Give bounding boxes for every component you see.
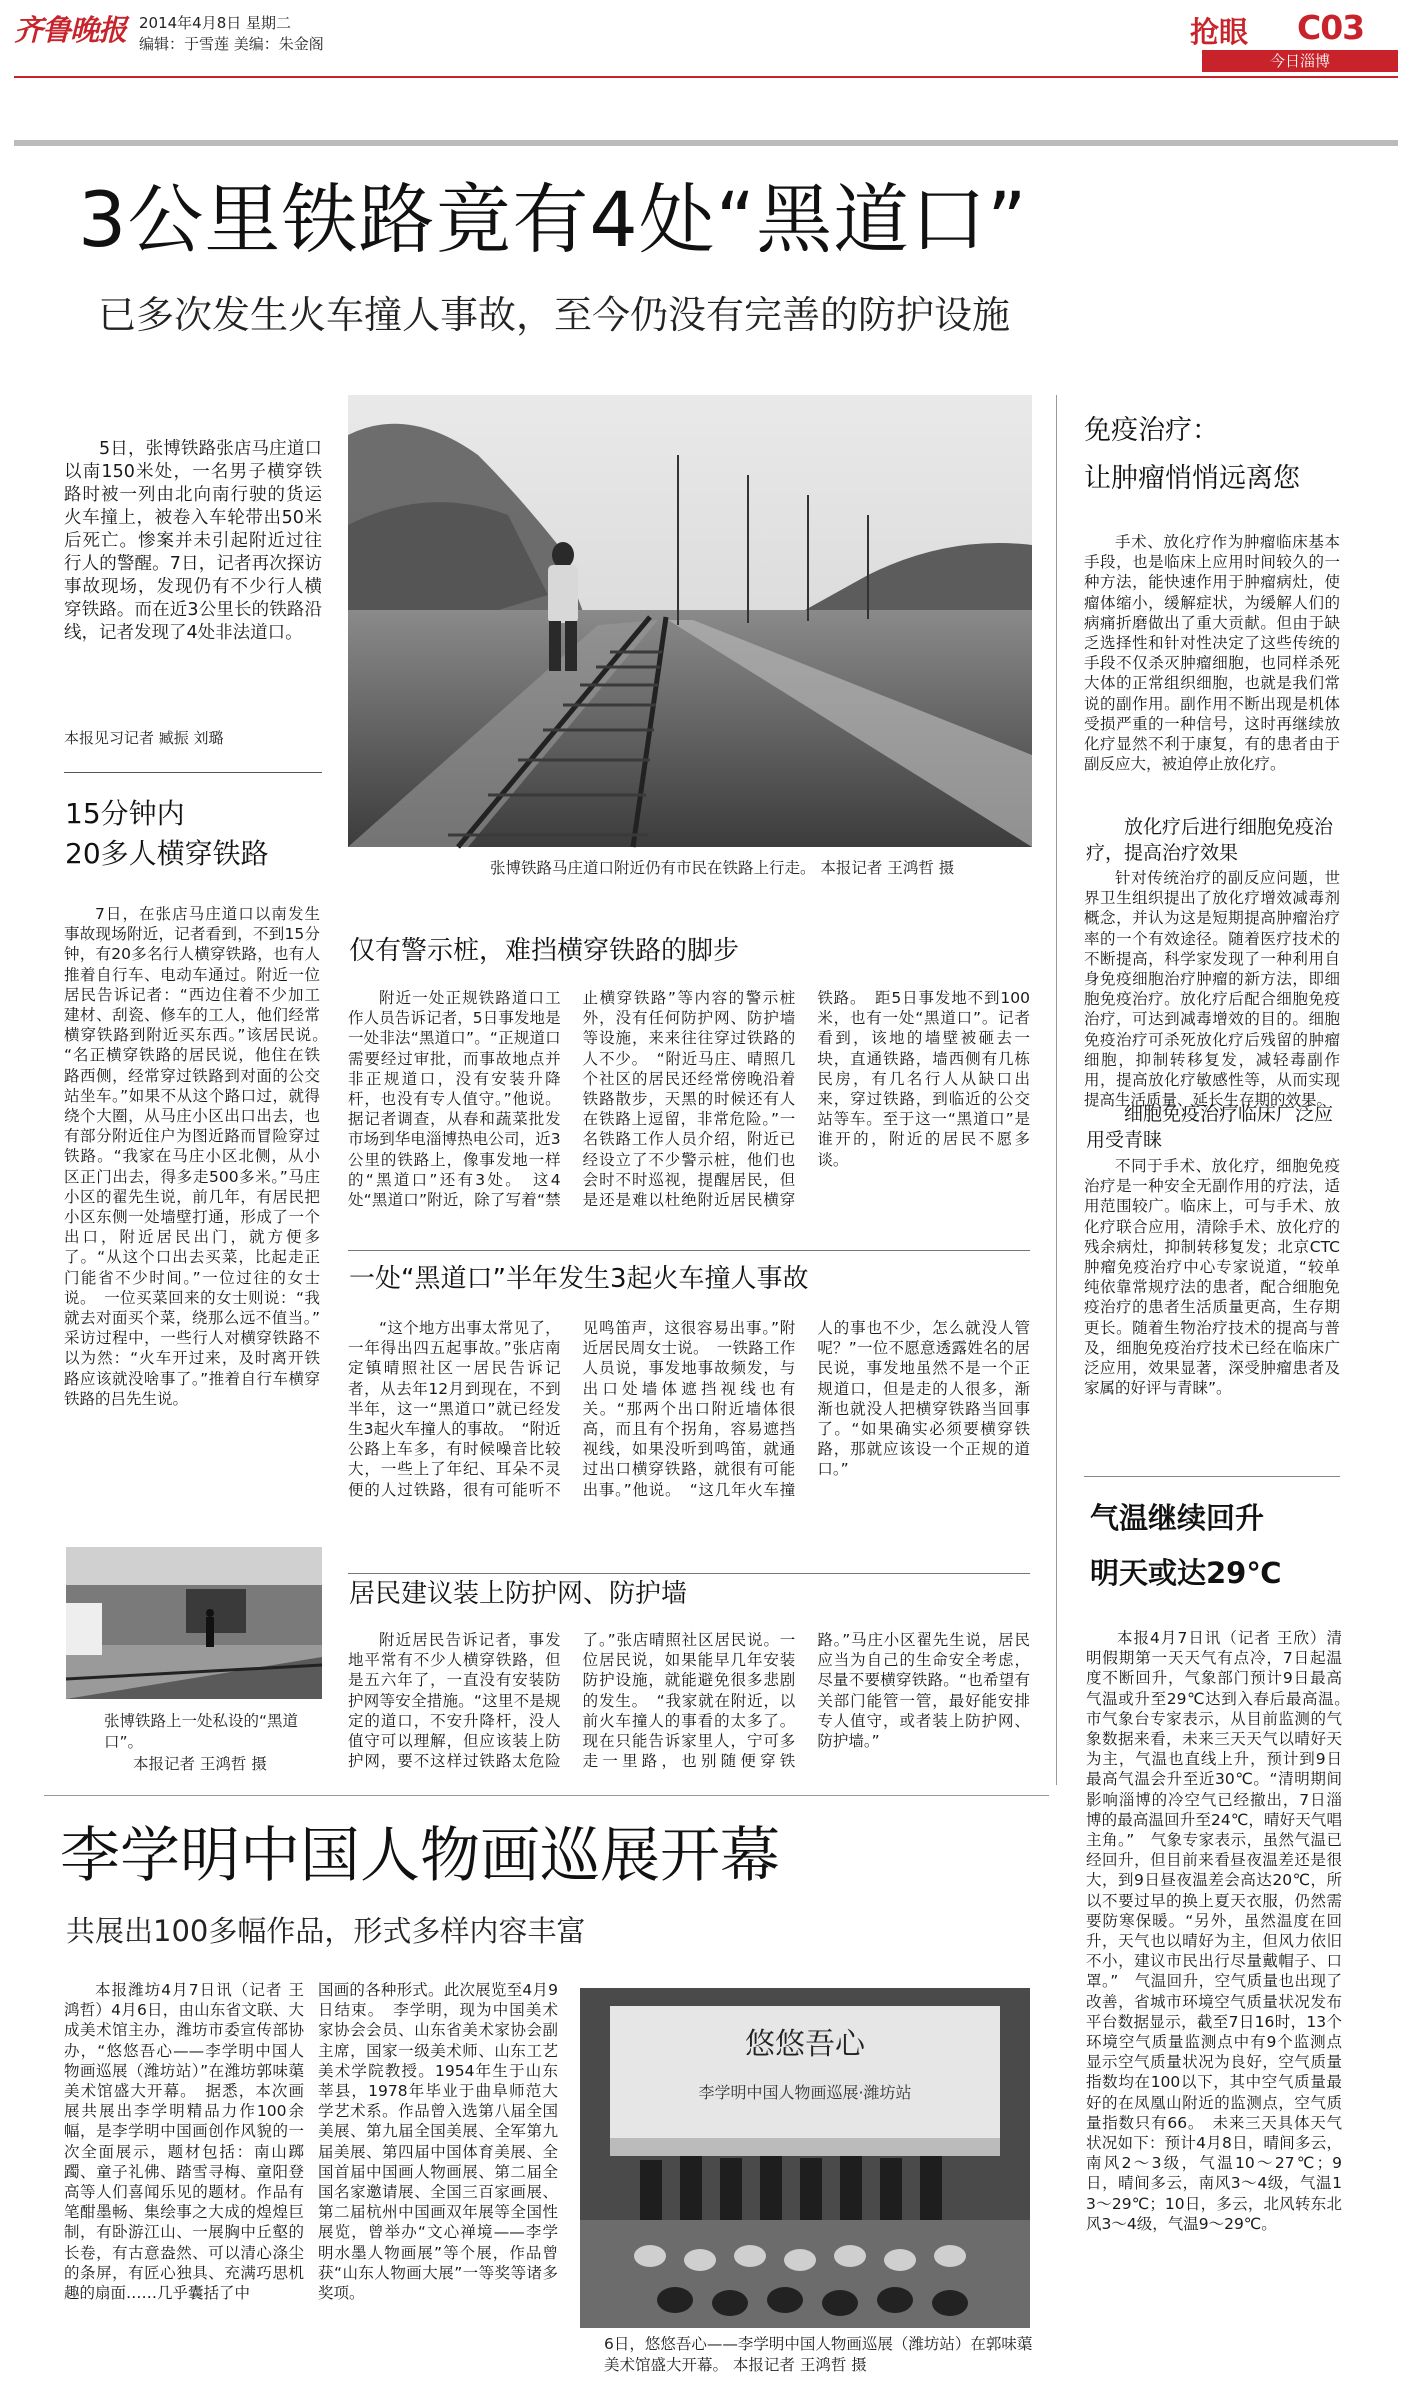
weather-title: 气温继续回升 (1090, 1501, 1265, 1535)
s4-title: 居民建议装上防护网、防护墙 (349, 1579, 688, 1609)
black-crossing-photo (66, 1547, 322, 1699)
weather-text: 本报4月7日讯（记者 王欣）清明假期第一天天气有点冷，7日起温度不断回升，气象部门预计9日最高气温或升至29℃达到入春后最高温。 市气象台专家表示，从目前监测的气象数据来看，未来三天天气以晴好天为主，气温也直线上升，预计到9日最高气温会升至近30℃。“清明期间影响淄博的冷空气已经撤出，7日淄博的最高温回升至24℃，晴好天气唱主角。” 气象专家表示，虽然气温已经回升，但目前来看昼夜温差还是很大，到9日昼夜温差会高达20℃，所以不要过早的换上夏天衣服，仍然需要防寒保暖。“另外，虽然温度在回升，天气也以晴好为主，但风力依旧不小，建议市民出行尽量戴帽子、口罩。” 气温回升，空气质量也出现了改善，省城市环境空气质量状况发布平台数据显示，截至7日16时，13个环境空气质量监测点中有9个监测点显示空气质量状况为良好，空气质量指数均在100以下，其中空气质量最好的在凤凰山附近的监测点，空气质量指数只有66。 未来三天具体天气状况如下：预计4月8日，晴间多云，南风2～3级，气温10～27℃；9日，晴间多云，南风3～4级，气温13～29℃；10日，多云，北风转东北风3～4级，气温9～29℃。 (1086, 1629, 1358, 2233)
lead-intro: 5日，张博铁路张店马庄道口以南150米处，一名男子横穿铁路时被一列由北向南行驶的货运火车撞上，被卷入车轮带出50米后死亡。惨案并未引起附近过往行人的警醒。7日，记者再次探访事故现场，发现仍有不少行人横穿铁路。而在近3公里长的铁路沿线，记者发现了4处非法道口。 (64, 439, 322, 643)
s3-rule (348, 1573, 1030, 1574)
lead-title: 3公里铁路竟有4处“黑道口” (78, 175, 1028, 264)
header-rule (14, 76, 1398, 78)
lead-subtitle: 已多次发生火车撞人事故，至今仍没有完善的防护设施 (98, 293, 1011, 337)
railway-photo (348, 395, 1032, 847)
s3-title: 一处“黑道口”半年发生3起火车撞人事故 (349, 1264, 809, 1294)
exhibit-photo (580, 1988, 1030, 2328)
immune-p3: 不同于手术、放化疗，细胞免疫治疗是一种安全无副作用的疗法，适用范围较广。临床上，可与手术、放化疗联合应用，清除手术、放化疗的残余病灶，抑制转移复发；北京CTC肿瘤免疫治疗中心专家说道，“较单纯依靠常规疗法的患者，配合细胞免疫治疗的患者生活质量更高，生存期更长。随着生物治疗技术的提高与普及，细胞免疫治疗技术已经在临床广泛应用，效果显著，深受肿瘤患者及家属的好评与青睐”。 (1084, 1157, 1340, 1398)
immune-h3: 细胞免疫治疗临床广泛应用受青睐 (1086, 1103, 1334, 1151)
exhibit-col1: 本报潍坊4月7日讯（记者 王鸿哲）4月6日，由山东省文联、大成美术馆主办，潍坊市委宣传部协办，“悠悠吾心——李学明中国人物画巡展（潍坊站）”在潍坊郭味蕖美术馆盛大开幕。 据悉，本次画展共展出李学明精品力作100余幅，是李学明中国画创作风貌的一次全面展示，题材包括：南山踯躅、童子礼佛、踏雪寻梅、童阳登高等人们喜闻乐见的题材。作品有笔酣墨畅、集绘事之大成的煌煌巨制，有卧游江山、一展胸中丘壑的长卷，有古意盎然、可以清心涤尘的条屏，有匠心独具、充满巧思机趣的扇面……几乎囊括了中 (64, 1981, 304, 2303)
immune-h2: 放化疗后进行细胞免疫治疗，提高治疗效果 (1086, 816, 1334, 864)
page-number: C03 (1297, 8, 1365, 47)
staff-line: 编辑：于雪莲 美编：朱金阁 (139, 35, 324, 53)
s2-rule (348, 1250, 1030, 1251)
immune-title-1: 免疫治疗： (1084, 415, 1219, 446)
exhibit-col2: 国画的各种形式。此次展览至4月9日结束。 李学明，现为中国美术家协会会员、山东省美术家协会副主席，国家一级美术师、山东工艺美术学院教授。1954年生于山东莘县，1978年毕业于曲阜师范大学艺术系。作品曾入选第八届全国美展、第九届全国美展、全军第九届美展、第四届中国体育美展、全国首届中国画人物画展、第二届全国名家邀请展、全国三百家画展、第二届杭州中国画双年展等全国性展览，曾举办“文心禅境——李学明水墨人物画展”等个展，作品曾获“山东人物画大展”一等奖等诸多奖项。 (318, 1981, 558, 2303)
exhibit-banner-sub: 李学明中国人物画巡展·潍坊站 (698, 2083, 912, 2102)
date-line: 2014年4月8日 星期二 (139, 14, 292, 32)
immune-bottom-rule (1084, 1476, 1340, 1477)
small-photo-credit: 本报记者 王鸿哲 摄 (133, 1755, 267, 1773)
railway-photo-caption: 张博铁路马庄道口附近仍有市民在铁路上行走。 本报记者 王鸿哲 摄 (490, 859, 955, 877)
immune-p1: 手术、放化疗作为肿瘤临床基本手段，也是临床上应用时间较久的一种方法，能快速作用于肿瘤病灶，使瘤体缩小，缓解症状，为缓解人们的病痛折磨做出了重大贡献。但由于缺乏选择性和针对性决定了这些传统的手段不仅杀灭肿瘤细胞，也同样杀死大体的正常组织细胞，也就是我们常说的副作用。副作用不断出现是机体受损严重的一种信号，这时再继续放化疗显然不利于康复，有的患者由于副反应大，被迫停止放化疗。 (1084, 533, 1340, 774)
exhibit-title: 李学明中国人物画巡展开幕 (60, 1821, 780, 1891)
masthead-title: 齐鲁晚报 (14, 13, 127, 47)
exhibit-top-rule (44, 1795, 1049, 1796)
s1-text: 7日，在张店马庄道口以南发生事故现场附近，记者看到，不到15分钟，有20多名行人横穿铁路，也有人推着自行车、电动车通过。附近一位居民告诉记者：“西边住着不少加工建材、刮瓷、修车的工人，他们经常横穿铁路到附近买东西。”该居民说。 “名正横穿铁路的居民说，他住在铁路西侧，经常穿过铁路到对面的公交站坐车。”如果不从这个路口过，就得绕个大圈，从马庄小区出口出去，也有部分附近住户为图近路而冒险穿过铁路。“我家在马庄小区北侧，从小区正门出去，得多走500多米。”马庄小区的翟先生说，前几年，有居民把小区东侧一处墙壁打通，形成了一个出口，附近居民出门，就方便多了。“从这个口出去买菜，比起走正门能省不少时间。”一位过往的女士说。 一位买菜回来的女士则说：“我就去对面买个菜，绕那么远不值当。” 采访过程中，一些行人对横穿铁路不以为然：“火车开过来，及时离开铁路应该就没啥事了。”推着自行车横穿铁路的吕先生说。 (64, 905, 336, 1408)
weather-subtitle: 明天或达29℃ (1090, 1556, 1282, 1590)
exhibit-subtitle: 共展出100多幅作品，形式多样内容丰富 (66, 1914, 586, 1948)
page-label: 今日淄博 (1202, 50, 1398, 72)
lead-byline: 本报见习记者 臧振 刘璐 (64, 729, 224, 747)
immune-title-2: 让肿瘤悄悄远离您 (1084, 463, 1300, 494)
exhibit-banner-text: 悠悠吾心 (745, 2027, 865, 2062)
exhibit-photo-caption: 6日，悠悠吾心——李学明中国人物画巡展（潍坊站）在郭味蕖美术馆盛大开幕。 本报记者 王鸿哲 摄 (604, 2335, 1033, 2374)
small-photo-caption: 张博铁路上一处私设的“黑道口”。 (104, 1712, 299, 1751)
intro-rule (64, 772, 322, 773)
section-label: 抢眼 (1190, 15, 1249, 49)
s4-text: 附近居民告诉记者，事发地平常有不少人横穿铁路，但是五六年了，一直没有安装防护网等安全措施。“这里不是规定的道口，不安升降杆，没人值守可以理解，但应该装上防护网，要不这样过铁路太危险了。”张店晴照社区居民说。一位居民说，如果能早几年安装防护设施，就能避免很多悲剧的发生。 “我家就在附近，以前火车撞人的事看的太多了。现在只能告诉家里人，宁可多走一里路，也别随便穿铁路。”马庄小区翟先生说，居民应当为自己的生命安全考虑，尽量不要横穿铁路。“也希望有关部门能管一管，最好能安排专人值守，或者装上防护网、防护墙。” (348, 1631, 1030, 1771)
s1-title-2: 20多人横穿铁路 (65, 837, 269, 870)
immune-p2: 针对传统治疗的副反应问题，世界卫生组织提出了放化疗增效减毒剂概念，并认为这是短期提高肿瘤治疗率的一个有效途径。随着医疗技术的不断提高，科学家发现了一种利用自身免疫细胞治疗肿瘤的新方法，即细胞免疫治疗。放化疗后配合细胞免疫治疗，可达到减毒增效的目的。细胞免疫治疗可杀死放化疗后残留的肿瘤细胞，抑制转移复发，减轻毒副作用，提高放化疗敏感性等，从而实现提高生活质量、延长生存期的效果。 (1084, 869, 1340, 1110)
masthead (14, 8, 132, 52)
s3-text: “这个地方出事太常见了，一年得出四五起事故。”张店南定镇晴照社区一居民告诉记者，从去年12月到现在，不到半年，这一“黑道口”就已经发生3起火车撞人的事故。 “附近公路上车多，有时候噪音比较大，一些上了年纪、耳朵不灵便的人过铁路，很有可能听不见鸣笛声，这很容易出事。”附近居民周女士说。 一铁路工作人员说，事发地事故频发，与出口处墙体遮挡视线也有关。“那两个出口附近墙体很高，而且有个拐角，容易遮挡视线，如果没听到鸣笛，就通过出口横穿铁路，就很有可能出事。”他说。 “这几年火车撞人的事也不少，怎么就没人管呢？”一位不愿意透露姓名的居民说，事发地虽然不是一个正规道口，但是走的人很多，渐渐也就没人把横穿铁路当回事了。“如果确实必须要横穿铁路，那就应该设一个正规的道口。” (348, 1319, 1030, 1499)
top-band (14, 140, 1398, 146)
s2-text: 附近一处正规铁路道口工作人员告诉记者，5日事发地是一处非法“黑道口”。“正规道口需要经过审批，而事故地点并非正规道口，没有安装升降杆，也没有专人值守。”他说。据记者调查，从春和蔬菜批发市场到华电淄博热电公司，近3公里的铁路上，像事发地一样的“黑道口”还有3处。 这4处“黑道口”附近，除了写着“禁止横穿铁路”等内容的警示桩外，没有任何防护网、防护墙等设施，来来往往穿过铁路的人不少。 “附近马庄、晴照几个社区的居民还经常傍晚沿着铁路散步，天黑的时候还有人在铁路上逗留，非常危险。”一名铁路工作人员介绍，附近已经设立了不少警示桩，他们也会时不时巡视，提醒居民，但是还是难以杜绝附近居民横穿铁路。 距5日事发地不到100米，也有一处“黑道口”。记者看到，该地的墙壁被砸去一块，直通铁路，墙西侧有几栋民房，有几名行人从缺口出来，穿过铁路，到临近的公交站等车。至于这一“黑道口”是谁开的，附近的居民不愿多谈。 (348, 989, 1030, 1210)
column-divider (1056, 395, 1057, 1785)
s2-title: 仅有警示桩，难挡横穿铁路的脚步 (349, 936, 740, 966)
s1-title-1: 15分钟内 (65, 797, 185, 830)
